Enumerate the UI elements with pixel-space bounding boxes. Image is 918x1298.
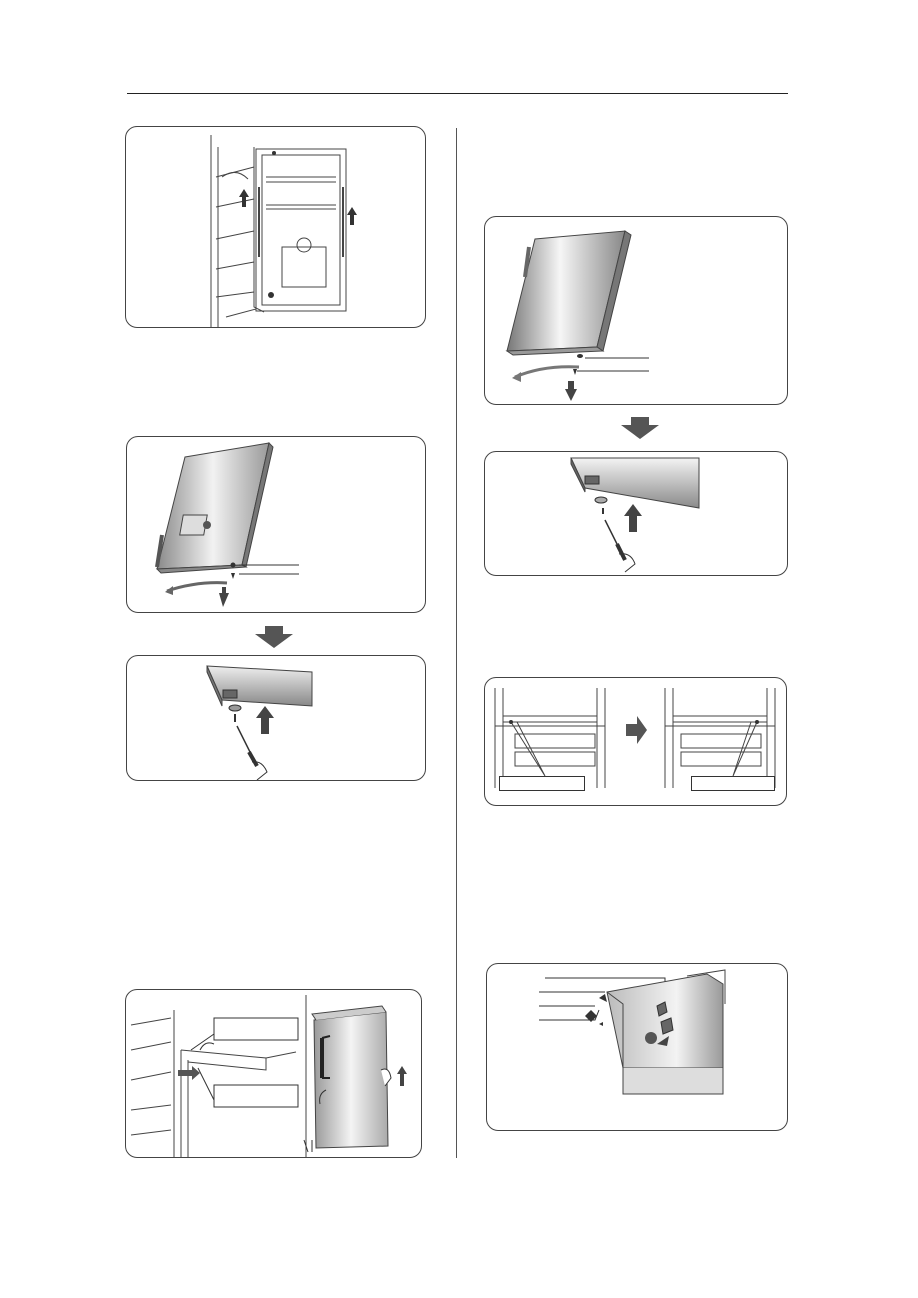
callout-box-top xyxy=(214,1018,298,1040)
label-box-left xyxy=(499,776,585,791)
figure-screw-insert-left xyxy=(126,655,426,781)
figure-door-detach xyxy=(125,989,422,1158)
label-box-right xyxy=(691,776,775,791)
door-detach-illustration xyxy=(126,990,422,1158)
open-fridge-illustration xyxy=(126,127,426,328)
figure-cabinet-compare xyxy=(484,677,787,806)
figure-door-remove-right xyxy=(484,216,788,405)
header-rule xyxy=(127,93,788,94)
down-arrow-icon-right xyxy=(620,417,660,439)
top-hinge-illustration xyxy=(487,964,788,1131)
screw-insert-illustration xyxy=(127,656,426,781)
column-divider xyxy=(456,128,457,1158)
figure-top-hinge xyxy=(486,963,788,1131)
arrow-right-icon xyxy=(626,716,647,744)
figure-open-fridge xyxy=(125,126,426,328)
figure-screw-insert-right xyxy=(484,451,788,576)
down-arrow-icon xyxy=(254,626,294,648)
door-remove-illustration xyxy=(127,437,426,613)
door-remove-illustration-right xyxy=(485,217,788,405)
callout-box-bottom xyxy=(214,1085,298,1107)
figure-door-remove-left xyxy=(126,436,426,613)
screw-insert-illustration-right xyxy=(485,452,788,576)
